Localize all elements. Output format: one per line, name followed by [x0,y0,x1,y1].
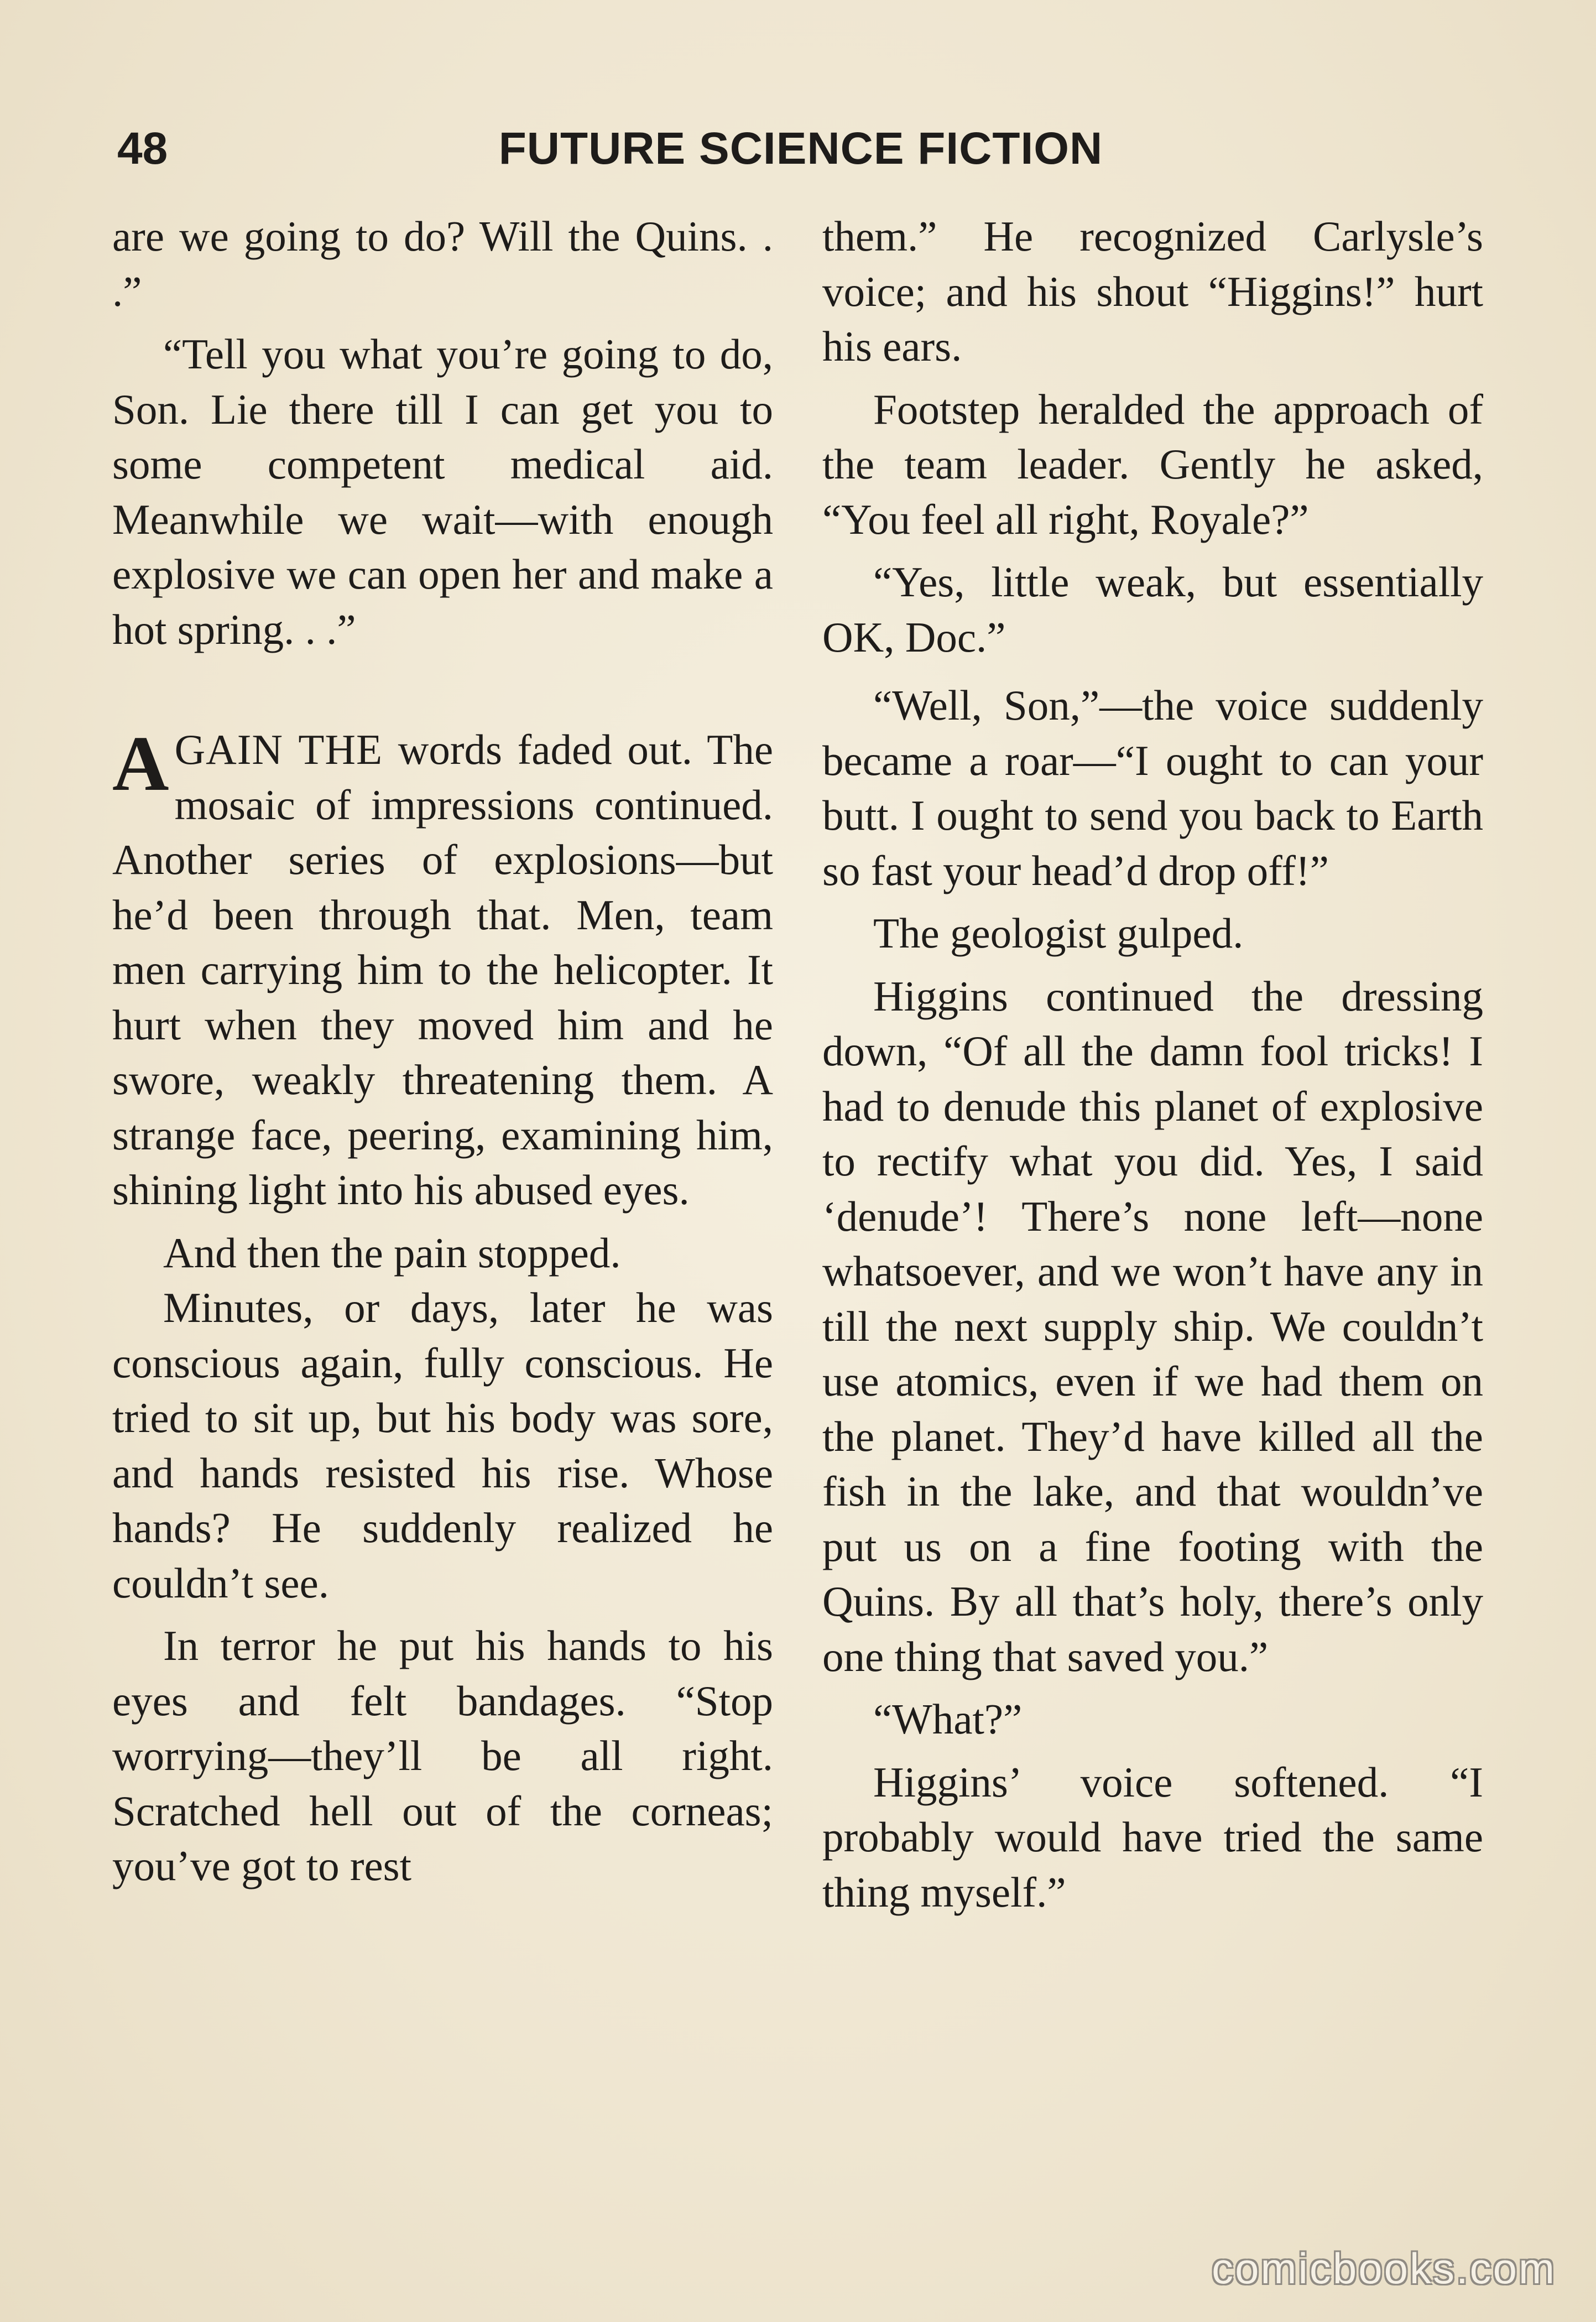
section-lead-in: GAIN THE [174,726,383,773]
paragraph: The geologist gulped. [873,909,1244,957]
paragraph: Footstep heralded the approach of the team leader. Gently he asked, “You feel all right, Royale?” [822,385,1483,543]
running-title: FUTURE SCIENCE FICTION [498,123,1103,174]
paragraph: “Well, Son,”—the voice suddenly became a roar—“I ought to can your butt. I ought to send you back to Earth so fast your head’d drop off!” [822,681,1483,894]
paragraph: Minutes, or days, later he was conscious again, fully conscious. He tried to sit up, but his body was sore, and hands resisted his rise. Whose hands? He suddenly realized he couldn’t see. [112,1284,773,1607]
right-column [822,209,1483,1920]
paragraph: “Yes, little weak, but essentially OK, Doc.” [822,558,1483,661]
paragraph: them.” He recognized Carlysle’s voice; and his shout “Higgins!” hurt his ears. [822,212,1483,370]
paragraph: Higgins’ voice softened. “I probably would have tried the same thing myself.” [822,1758,1483,1916]
watermark: comicbooks.com [1212,2244,1556,2293]
paragraph: In terror he put his hands to his eyes and felt bandages. “Stop worrying—they’ll be all right. Scratched hell out of the corneas; you’ve got to rest [112,1622,773,1889]
page-number: 48 [117,123,168,174]
left-column [112,209,773,1894]
section-opening-paragraph [112,722,773,1218]
paragraph: Higgins continued the dressing down, “Of all the damn fool tricks! I had to denude this planet of explosive to rectify what you did. Yes, I said ‘denude’! There’s none left—none whatsoever, and we won’t have any in till the next supply ship. We couldn’t use atomics, even if we had them on the planet. They’d have killed all the fish in the lake, and that wouldn’ve put us on a fine footing with the Quins. By all that’s holy, there’s only one thing that saved you.” [822,972,1483,1680]
drop-cap: A [112,720,169,807]
paragraph: And then the pain stopped. [163,1228,621,1277]
paragraph-text: words faded out. The mosaic of impressions continued. Another series of explosions—but he’d been through that. Men, team men carrying him to the helicopter. It hurt when they moved him and he swore, weakly threatening them. A strange face, peering, examining him, shining light into his abused eyes. [112,726,773,1214]
paragraph: “Tell you what you’re going to do, Son. Lie there till I can get you to some competent medical aid. Meanwhile we wait—with enough explosive we can open her and make a hot spring. . .” [112,330,773,653]
paragraph: “What?” [873,1695,1023,1743]
paragraph: are we going to do? Will the Quins. . .” [112,212,773,315]
